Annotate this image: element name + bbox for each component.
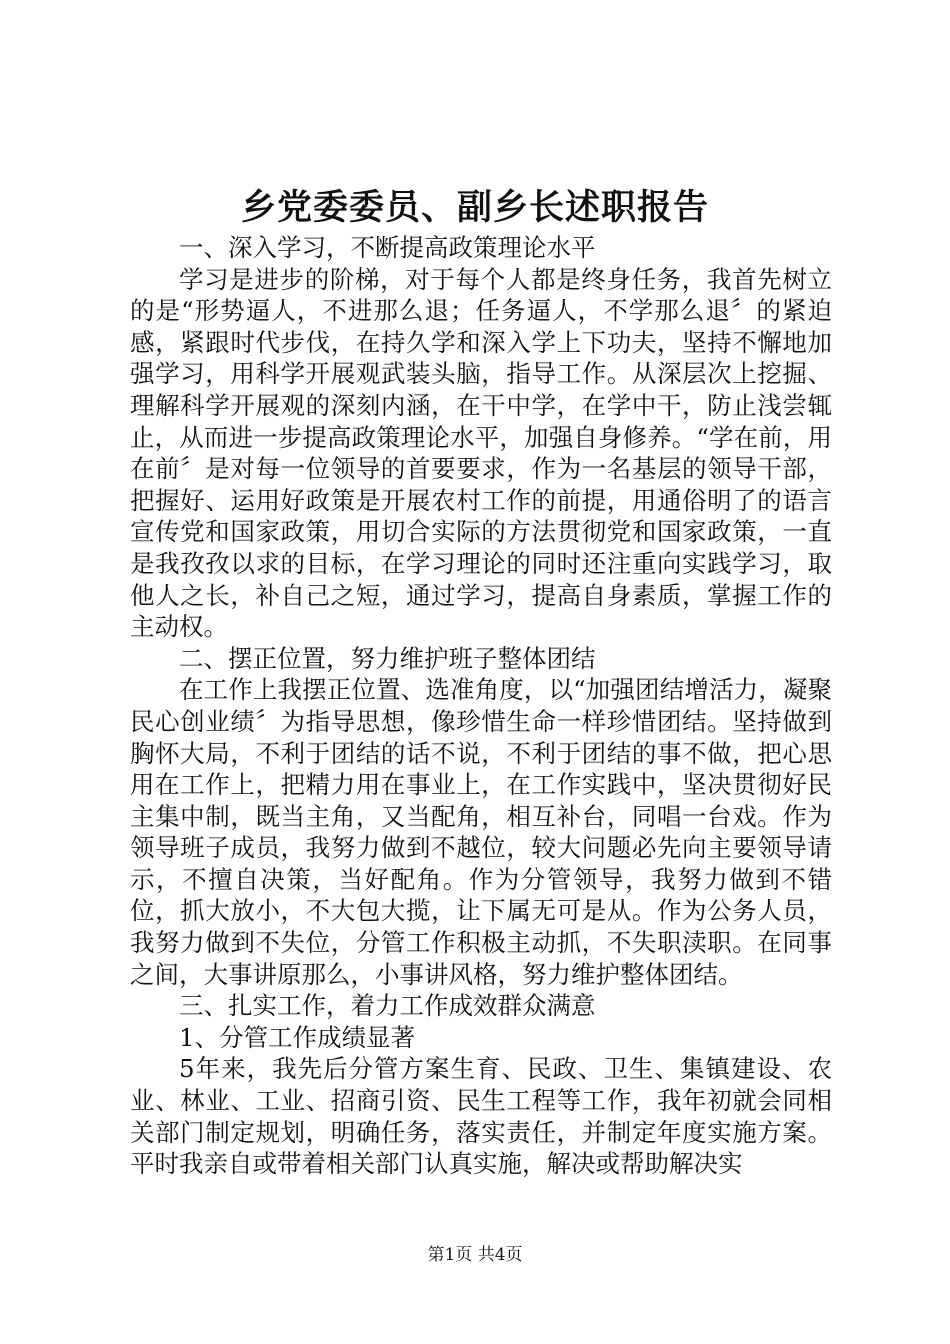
section-heading-3: 三、扎实工作，着力工作成效群众满意: [179, 991, 596, 1021]
section-heading-1: 一、深入学习，不断提高政策理论水平: [179, 233, 596, 262]
page-footer: 第1页 共4页: [427, 1245, 523, 1265]
paragraph-3: 5年来，我先后分管方案生育、民政、卫生、集镇建设、农业、林业、工业、招商引资、民生工程等工作，我年初就会同相关部门制定规划，明确任务，落实责任，并制定年度实施方案。平时我亲自或带着相关部门认真实施，解决或帮助解决实: [130, 1054, 832, 1179]
document-body: [130, 232, 832, 1180]
paragraph-1: 学习是进步的阶梯，对于每个人都是终身任务，我首先树立的是“形势逼人，不进那么退；任务逼人，不学那么退〞的紧迫感，紧跟时代步伐，在持久学和深入学上下功夫，坚持不懈地加强学习，用科学开展观武装头脑，指导工作。从深层次上挖掘、理解科学开展观的深刻内涵，在干中学，在学中干，防止浅尝辄止，从而进一步提高政策理论水平，加强自身修养。“学在前，用在前〞是对每一位领导的首要要求，作为一名基层的领导干部，把握好、运用好政策是开展农村工作的前提，用通俗明了的语言宣传党和国家政策，用切合实际的方法贯彻党和国家政策，一直是我孜孜以求的目标，在学习理论的同时还注重向实践学习，取他人之长，补自己之短，通过学习，提高自身素质，掌握工作的主动权。: [130, 264, 832, 642]
subsection-heading-1: 1、分管工作成绩显著: [179, 1022, 416, 1052]
document-title: 乡党委委员、副乡长述职报告: [240, 187, 709, 228]
section-heading-2: 二、摆正位置，努力维护班子整体团结: [179, 643, 596, 673]
paragraph-2: 在工作上我摆正位置、选准角度，以“加强团结增活力，凝聚民心创业绩〞为指导思想，像珍惜生命一样珍惜团结。坚持做到胸怀大局，不利于团结的话不说，不利于团结的事不做，把心思用在工作上，把精力用在事业上，在工作实践中，坚决贯彻好民主集中制，既当主角，又当配角，相互补台，同唱一台戏。作为领导班子成员，我努力做到不越位，较大问题必先向主要领导请示，不擅自决策，当好配角。作为分管领导，我努力做到不错位，抓大放小，不大包大揽，让下属无可是从。作为公务人员，我努力做到不失位，分管工作积极主动抓，不失职渎职。在同事之间，大事讲原那么，小事讲风格，努力维护整体团结。: [130, 675, 832, 989]
